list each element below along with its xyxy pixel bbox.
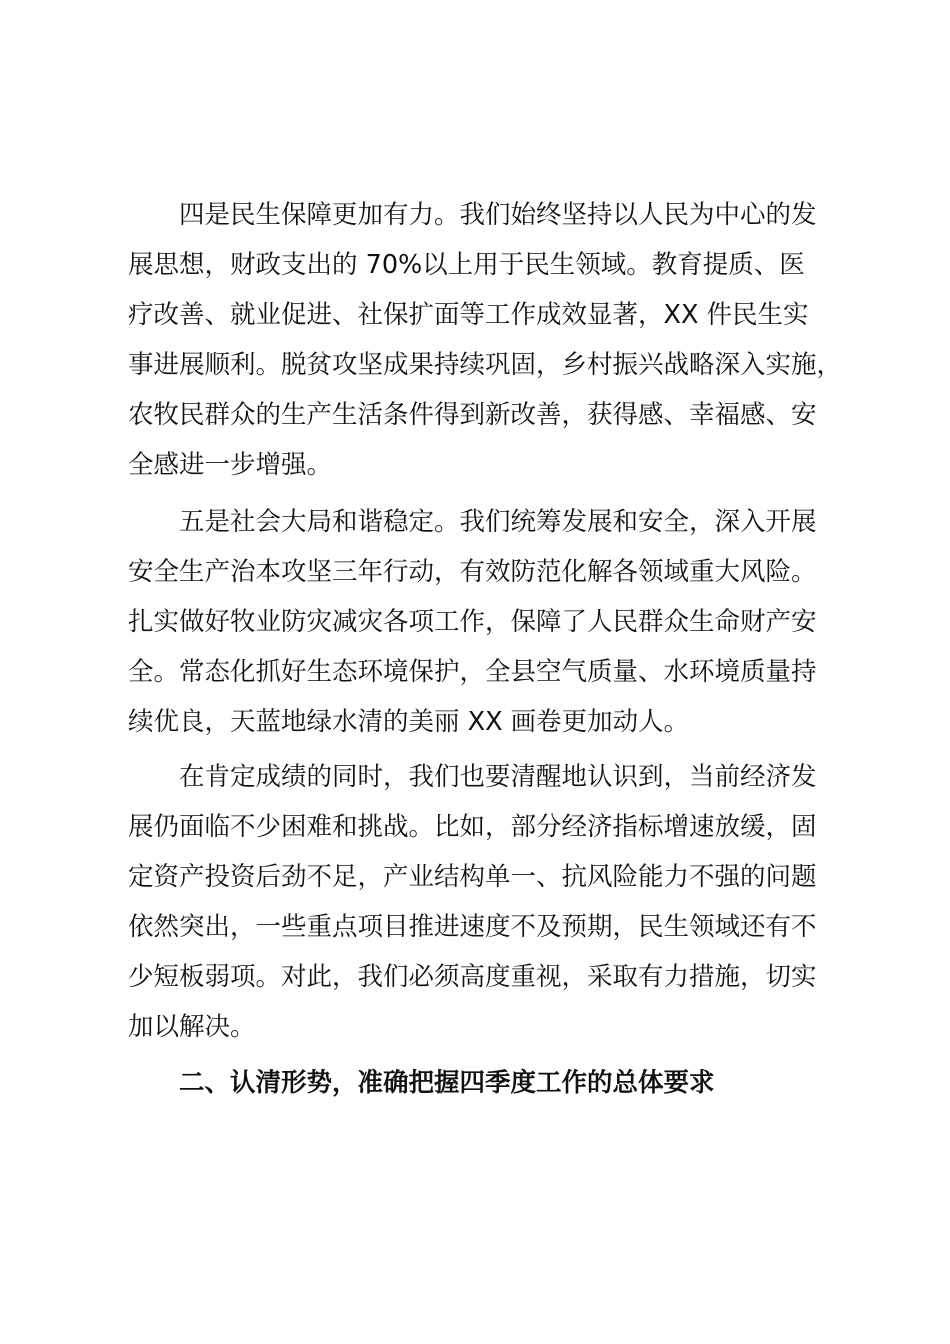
text-line: 全。常态化抓好生态环境保护，全县空气质量、水环境质量持 <box>128 657 817 687</box>
paragraph-challenges <box>128 752 828 1052</box>
text-line: 续优良，天蓝地绿水清的美丽 XX 画卷更加动人。 <box>128 707 690 737</box>
text-line: 全感进一步增强。 <box>128 450 333 480</box>
text-line: 安全生产治本攻坚三年行动，有效防范化解各领域重大风险。 <box>128 557 817 587</box>
text-line: 定资产投资后劲不足，产业结构单一、抗风险能力不强的问题 <box>128 862 817 892</box>
text-line: 疗改善、就业促进、社保扩面等工作成效显著，XX 件民生实 <box>128 300 809 330</box>
text-line: 农牧民群众的生产生活条件得到新改善，获得感、幸福感、安 <box>128 400 817 430</box>
paragraph-livelihood <box>128 190 843 490</box>
text-line: 依然突出，一些重点项目推进速度不及预期，民生领域还有不 <box>128 912 817 942</box>
text-line: 展思想，财政支出的 70%以上用于民生领域。教育提质、医 <box>128 250 805 280</box>
section-heading: 二、认清形势，准确把握四季度工作的总体要求 <box>179 1068 715 1098</box>
text-line: 扎实做好牧业防灾减灾各项工作，保障了人民群众生命财产安 <box>128 607 817 637</box>
text-line: 少短板弱项。对此，我们必须高度重视，采取有力措施，切实 <box>128 962 817 992</box>
paragraph-social-stability <box>128 497 828 747</box>
text-line: 加以解决。 <box>128 1012 256 1042</box>
text-line: 在肯定成绩的同时，我们也要清醒地认识到，当前经济发 <box>179 762 817 792</box>
text-line: 事进展顺利。脱贫攻坚成果持续巩固，乡村振兴战略深入实施， <box>128 350 843 380</box>
text-line: 展仍面临不少困难和挑战。比如，部分经济指标增速放缓，固 <box>128 812 817 842</box>
text-line: 四是民生保障更加有力。我们始终坚持以人民为中心的发 <box>179 200 817 230</box>
text-line: 五是社会大局和谐稳定。我们统筹发展和安全，深入开展 <box>179 507 817 537</box>
